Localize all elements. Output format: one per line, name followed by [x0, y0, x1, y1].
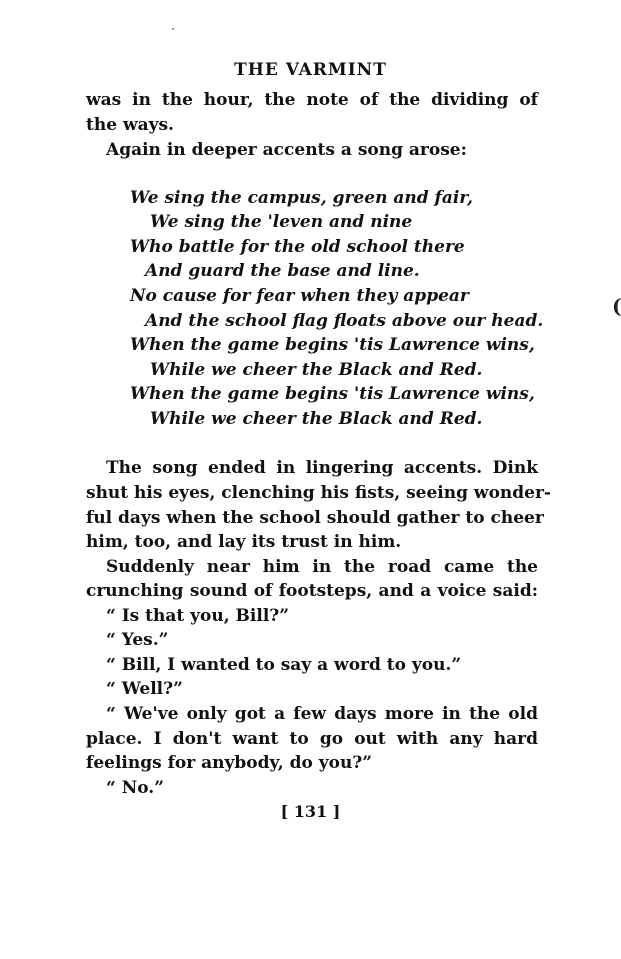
verse-line: When the game begins 'tis Lawrence wins,	[130, 384, 535, 404]
text-line: place. I don't want to go out with any hard	[86, 729, 538, 749]
speck	[172, 28, 174, 30]
verse-line: We sing the 'leven and nine	[150, 212, 413, 232]
verse-line: No cause for fear when they appear	[130, 286, 469, 306]
text-line: shut his eyes, clenching his fists, seeing wonder-	[86, 483, 551, 503]
text-line: feelings for anybody, do you?”	[86, 753, 373, 773]
dialogue-line: “ We've only got a few days more in the old	[106, 704, 538, 724]
text-line: crunching sound of footsteps, and a voice said:	[86, 581, 538, 601]
text-line: Suddenly near him in the road came the	[106, 557, 538, 577]
margin-mark: (	[612, 294, 621, 318]
text-line: him, too, and lay its trust in him.	[86, 532, 402, 552]
dialogue-line: “ Is that you, Bill?”	[106, 606, 290, 626]
verse-line: And the school flag floats above our head.	[145, 311, 544, 331]
text-line: was in the hour, the note of the dividing of	[86, 90, 538, 110]
running-head: THE VARMINT	[234, 60, 387, 80]
text-line: ful days when the school should gather to cheer	[86, 508, 544, 528]
verse-line: We sing the campus, green and fair,	[130, 188, 473, 208]
text-line: Again in deeper accents a song arose:	[106, 140, 467, 160]
verse-line: Who battle for the old school there	[130, 237, 465, 257]
verse-line: When the game begins 'tis Lawrence wins,	[130, 335, 535, 355]
text-line: the ways.	[86, 115, 174, 135]
page-number: [ 131 ]	[280, 802, 341, 821]
verse-line: While we cheer the Black and Red.	[150, 360, 483, 380]
text-line: The song ended in lingering accents. Dink	[106, 458, 538, 478]
verse-line: And guard the base and line.	[145, 261, 420, 281]
dialogue-line: “ Well?”	[106, 679, 183, 699]
dialogue-line: “ Yes.”	[106, 630, 169, 650]
dialogue-line: “ Bill, I wanted to say a word to you.”	[106, 655, 462, 675]
dialogue-line: “ No.”	[106, 778, 164, 798]
verse-line: While we cheer the Black and Red.	[150, 409, 483, 429]
